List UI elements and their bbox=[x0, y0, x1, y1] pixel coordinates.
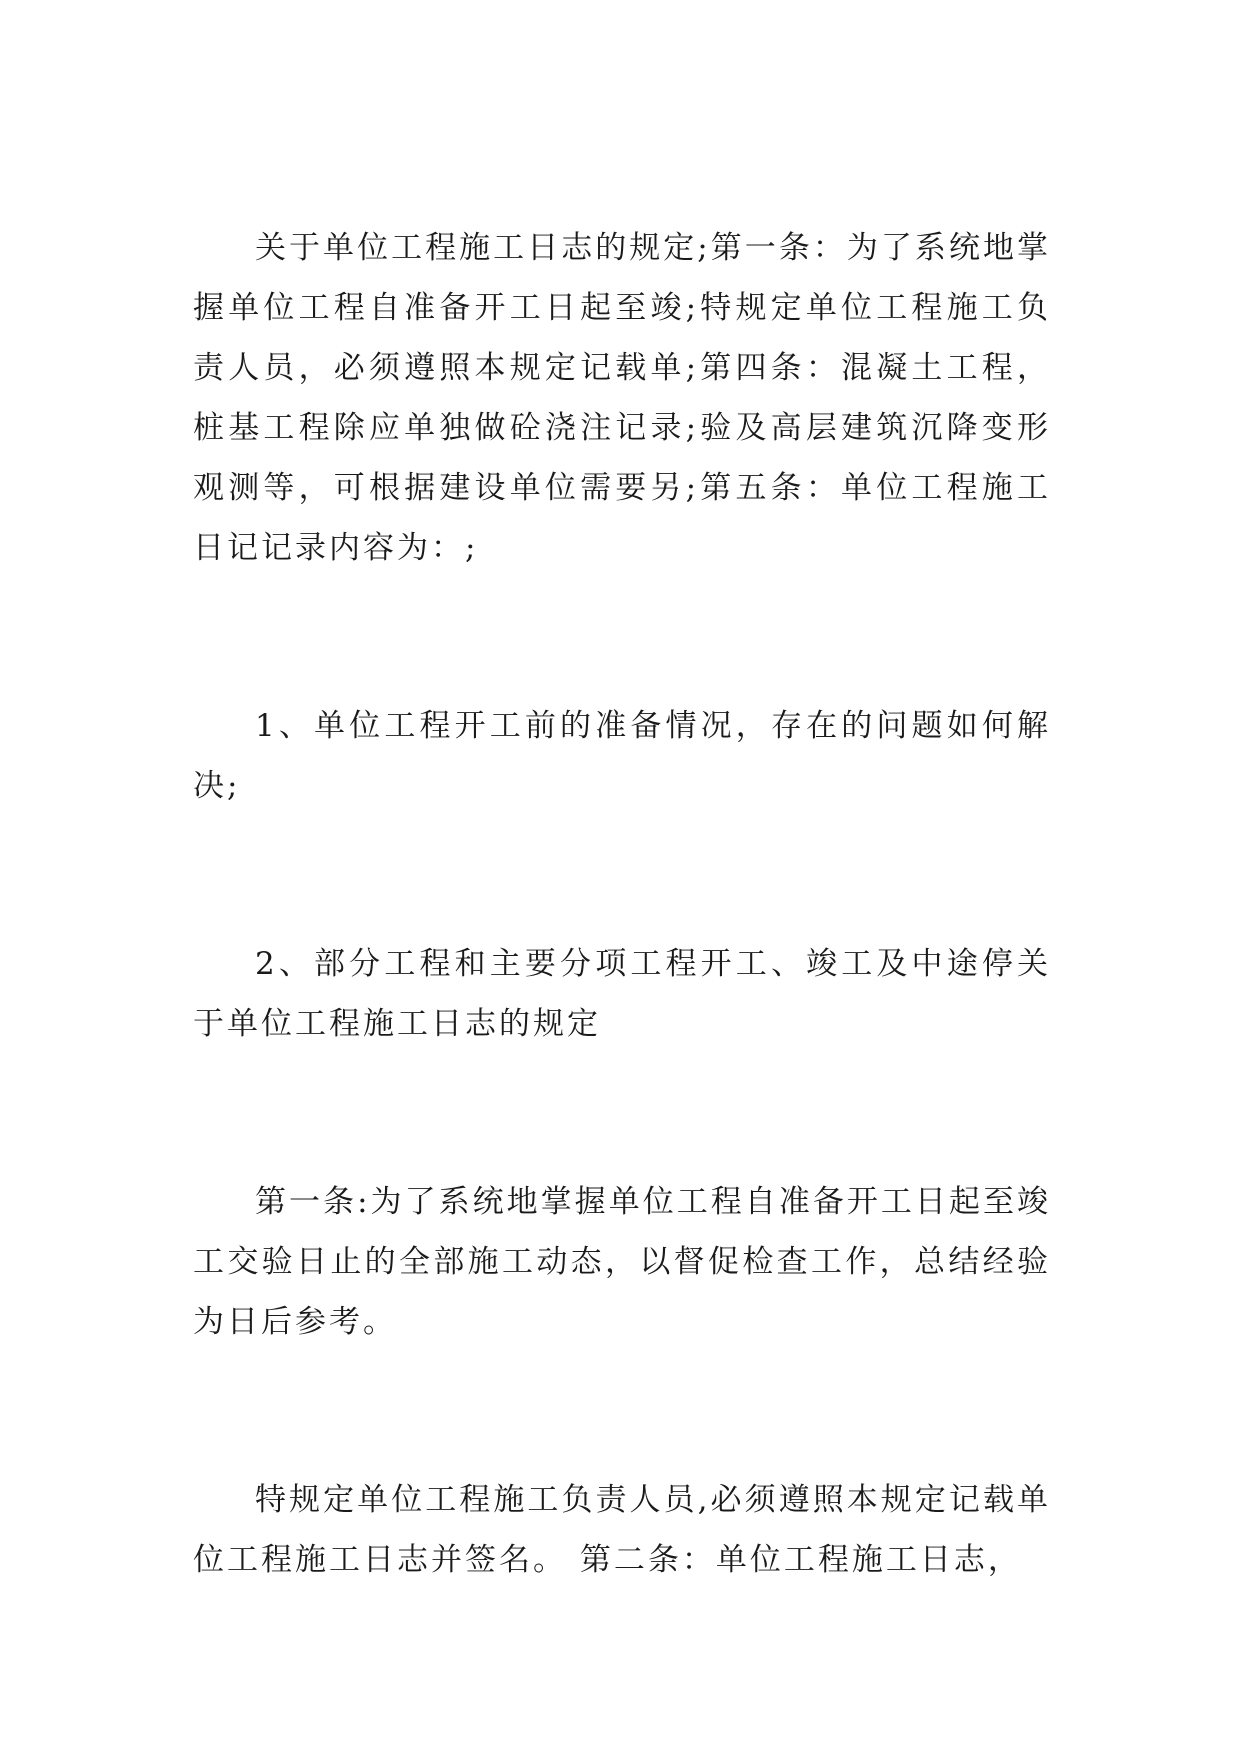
paragraph-responsibility: 特规定单位工程施工负责人员,必须遵照本规定记载单位工程施工日志并签名。 第二条：单位工程施工日志， bbox=[193, 1482, 1051, 1578]
paragraph-item-1: 1、单位工程开工前的准备情况，存在的问题如何解决; bbox=[193, 708, 1051, 804]
document-body bbox=[193, 218, 1051, 1590]
paragraph-intro: 关于单位工程施工日志的规定;第一条：为了系统地掌握单位工程自准备开工日起至竣;特规定单位工程施工负责人员，必须遵照本规定记载单;第四条：混凝土工程，桩基工程除应单独做砼浇注记录;验及高层建筑沉降变形观测等，可根据建设单位需要另;第五条：单位工程施工日记记录内容为：; bbox=[193, 230, 1051, 566]
paragraph-article-1: 第一条:为了系统地掌握单位工程自准备开工日起至竣工交验日止的全部施工动态，以督促检查工作，总结经验为日后参考。 bbox=[193, 1184, 1051, 1340]
paragraph-item-2: 2、部分工程和主要分项工程开工、竣工及中途停关于单位工程施工日志的规定 bbox=[193, 946, 1051, 1042]
